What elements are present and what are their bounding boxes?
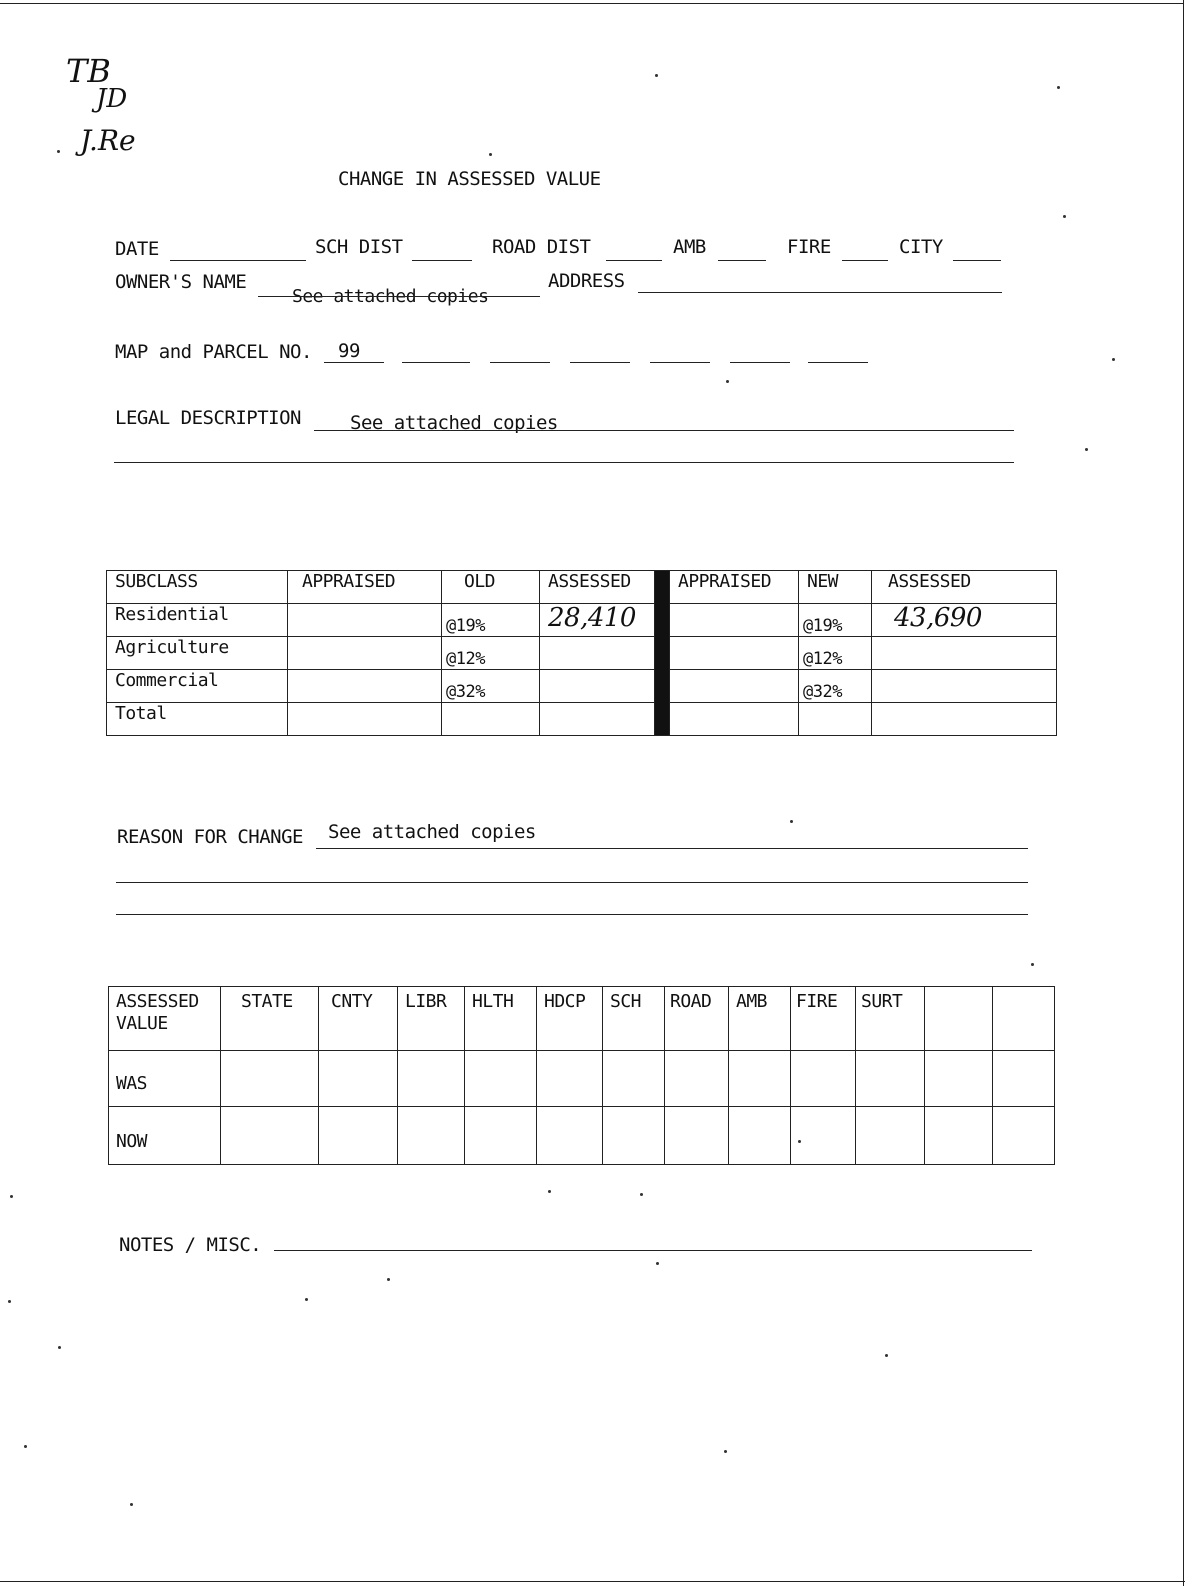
av-cell[interactable] bbox=[537, 1107, 603, 1165]
subclass-name: Total bbox=[107, 703, 288, 736]
new-appraised-cell[interactable] bbox=[670, 604, 799, 637]
scan-speck bbox=[724, 1450, 727, 1453]
header-old-assessed: ASSESSED bbox=[540, 571, 655, 604]
date-label: DATE bbox=[115, 238, 159, 260]
header-new: NEW bbox=[799, 571, 872, 604]
av-col-road: ROAD bbox=[665, 987, 729, 1051]
new-appraised-cell[interactable] bbox=[670, 703, 799, 736]
legal-description-line-2[interactable] bbox=[114, 462, 1014, 463]
page-border-bottom bbox=[0, 1581, 1185, 1582]
handwritten-initial-jre: J.Re bbox=[80, 124, 136, 157]
av-cell[interactable] bbox=[665, 1107, 729, 1165]
subclass-header-row bbox=[107, 571, 1057, 604]
subclass-name: Agriculture bbox=[107, 637, 288, 670]
av-header-assessed-value bbox=[109, 987, 221, 1051]
sch-dist-field[interactable] bbox=[412, 260, 472, 261]
old-assessed-value[interactable] bbox=[540, 637, 655, 670]
av-cell[interactable] bbox=[603, 1051, 665, 1107]
scan-speck bbox=[726, 380, 729, 383]
av-cell[interactable] bbox=[993, 1107, 1055, 1165]
av-col-hlth: HLTH bbox=[465, 987, 537, 1051]
scan-speck bbox=[798, 1140, 801, 1143]
av-header-row bbox=[109, 987, 1055, 1051]
map-parcel-field-2[interactable] bbox=[402, 362, 470, 363]
av-cell[interactable] bbox=[319, 1107, 398, 1165]
map-parcel-field-5[interactable] bbox=[650, 362, 710, 363]
notes-misc-field[interactable] bbox=[274, 1250, 1032, 1251]
scan-speck bbox=[24, 1445, 27, 1448]
scan-speck bbox=[8, 1300, 11, 1303]
map-parcel-label: MAP and PARCEL NO. bbox=[115, 341, 312, 363]
scan-speck bbox=[1085, 448, 1088, 451]
fire-label: FIRE bbox=[787, 236, 831, 258]
av-col-blank-2 bbox=[993, 987, 1055, 1051]
scan-speck bbox=[10, 1195, 13, 1198]
av-col-cnty: CNTY bbox=[319, 987, 398, 1051]
subclass-row-residential bbox=[107, 604, 1057, 637]
address-field[interactable] bbox=[638, 292, 1002, 293]
handwritten-initial-tb: TB bbox=[66, 52, 111, 90]
amb-field[interactable] bbox=[718, 260, 766, 261]
av-col-amb: AMB bbox=[729, 987, 791, 1051]
scan-speck bbox=[640, 1193, 643, 1196]
av-cell[interactable] bbox=[603, 1107, 665, 1165]
scan-speck bbox=[1031, 963, 1034, 966]
old-appraised-cell[interactable] bbox=[288, 703, 442, 736]
scan-speck bbox=[57, 150, 60, 153]
av-col-sch: SCH bbox=[603, 987, 665, 1051]
subclass-row-total bbox=[107, 703, 1057, 736]
city-label: CITY bbox=[899, 236, 943, 258]
scan-speck bbox=[58, 1346, 61, 1349]
av-row-label: WAS bbox=[109, 1051, 221, 1107]
subclass-name: Residential bbox=[107, 604, 288, 637]
reason-line-2[interactable] bbox=[116, 882, 1028, 883]
scan-speck bbox=[1112, 358, 1115, 361]
av-header-line-1: ASSESSED bbox=[116, 991, 199, 1012]
new-rate: @12% bbox=[799, 637, 872, 670]
road-dist-label: ROAD DIST bbox=[492, 236, 591, 258]
legal-description-value: See attached copies bbox=[350, 412, 558, 434]
new-appraised-cell[interactable] bbox=[670, 637, 799, 670]
legal-description-label: LEGAL DESCRIPTION bbox=[115, 407, 301, 429]
scan-speck bbox=[387, 1278, 390, 1281]
owners-name-value: See attached copies bbox=[292, 286, 489, 307]
page-border-top bbox=[0, 3, 1183, 4]
av-cell[interactable] bbox=[221, 1051, 319, 1107]
old-assessed-value[interactable]: 28,410 bbox=[540, 604, 655, 637]
av-col-surt: SURT bbox=[856, 987, 925, 1051]
header-new-appraised: APPRAISED bbox=[670, 571, 799, 604]
new-assessed-value[interactable] bbox=[872, 703, 1057, 736]
av-col-fire: FIRE bbox=[791, 987, 856, 1051]
av-col-hdcp: HDCP bbox=[537, 987, 603, 1051]
av-cell[interactable] bbox=[221, 1107, 319, 1165]
new-rate: @19% bbox=[799, 604, 872, 637]
av-cell[interactable] bbox=[465, 1107, 537, 1165]
av-cell[interactable] bbox=[537, 1051, 603, 1107]
subclass-table bbox=[106, 570, 1057, 736]
city-field[interactable] bbox=[953, 260, 1001, 261]
av-cell[interactable] bbox=[925, 1107, 993, 1165]
owners-name-strikethrough bbox=[290, 296, 508, 297]
subclass-row-commercial bbox=[107, 670, 1057, 703]
new-assessed-value[interactable]: 43,690 bbox=[872, 604, 1057, 637]
scan-speck bbox=[1057, 86, 1060, 89]
old-rate: @19% bbox=[442, 604, 540, 637]
scan-speck bbox=[305, 1298, 308, 1301]
legal-description-line-1[interactable] bbox=[314, 430, 1014, 431]
header-old: OLD bbox=[442, 571, 540, 604]
av-cell[interactable] bbox=[319, 1051, 398, 1107]
old-appraised-cell[interactable] bbox=[288, 604, 442, 637]
av-col-state: STATE bbox=[221, 987, 319, 1051]
map-parcel-field-6[interactable] bbox=[730, 362, 790, 363]
old-rate: @12% bbox=[442, 637, 540, 670]
av-cell[interactable] bbox=[856, 1051, 925, 1107]
map-parcel-field-7[interactable] bbox=[808, 362, 868, 363]
av-cell[interactable] bbox=[791, 1107, 856, 1165]
address-label: ADDRESS bbox=[548, 270, 625, 292]
scan-speck bbox=[548, 1190, 551, 1193]
scan-speck bbox=[655, 74, 658, 77]
av-cell[interactable] bbox=[993, 1051, 1055, 1107]
road-dist-field[interactable] bbox=[606, 260, 662, 261]
handwritten-initial-jd: JD bbox=[96, 84, 128, 114]
map-parcel-field-3[interactable] bbox=[490, 362, 550, 363]
divider-bar bbox=[655, 571, 670, 736]
av-row-now bbox=[109, 1107, 1055, 1165]
header-subclass: SUBCLASS bbox=[107, 571, 288, 604]
av-col-blank-1 bbox=[925, 987, 993, 1051]
old-appraised-cell[interactable] bbox=[288, 637, 442, 670]
av-cell[interactable] bbox=[465, 1051, 537, 1107]
scan-speck bbox=[130, 1503, 133, 1506]
scan-speck bbox=[489, 153, 492, 156]
reason-for-change-label: REASON FOR CHANGE bbox=[117, 826, 303, 848]
av-cell[interactable] bbox=[398, 1051, 465, 1107]
old-rate: @32% bbox=[442, 670, 540, 703]
scan-speck bbox=[656, 1262, 659, 1265]
scan-speck bbox=[1063, 215, 1066, 218]
av-col-libr: LIBR bbox=[398, 987, 465, 1051]
header-new-assessed: ASSESSED bbox=[872, 571, 1057, 604]
new-rate bbox=[799, 703, 872, 736]
reason-for-change-value: See attached copies bbox=[328, 821, 536, 843]
subclass-name: Commercial bbox=[107, 670, 288, 703]
av-cell[interactable] bbox=[398, 1107, 465, 1165]
header-old-appraised: APPRAISED bbox=[288, 571, 442, 604]
subclass-row-agriculture bbox=[107, 637, 1057, 670]
old-rate bbox=[442, 703, 540, 736]
assessed-value-table bbox=[108, 986, 1055, 1165]
scan-speck bbox=[885, 1354, 888, 1357]
av-header-line-2: VALUE bbox=[116, 1013, 168, 1034]
sch-dist-label: SCH DIST bbox=[315, 236, 403, 258]
map-parcel-value: 99 bbox=[338, 340, 360, 362]
map-parcel-field-1[interactable] bbox=[324, 362, 384, 363]
date-field[interactable] bbox=[170, 260, 306, 261]
notes-misc-label: NOTES / MISC. bbox=[119, 1234, 262, 1256]
reason-line-3[interactable] bbox=[116, 914, 1028, 915]
old-assessed-value[interactable] bbox=[540, 670, 655, 703]
av-cell[interactable] bbox=[729, 1051, 791, 1107]
av-row-was bbox=[109, 1051, 1055, 1107]
old-appraised-cell[interactable] bbox=[288, 670, 442, 703]
form-title: CHANGE IN ASSESSED VALUE bbox=[338, 168, 601, 190]
new-assessed-value[interactable] bbox=[872, 670, 1057, 703]
new-rate: @32% bbox=[799, 670, 872, 703]
av-cell[interactable] bbox=[665, 1051, 729, 1107]
scan-speck bbox=[790, 820, 793, 823]
av-cell[interactable] bbox=[925, 1051, 993, 1107]
av-cell[interactable] bbox=[791, 1051, 856, 1107]
map-parcel-field-4[interactable] bbox=[570, 362, 630, 363]
av-row-label: NOW bbox=[109, 1107, 221, 1165]
new-appraised-cell[interactable] bbox=[670, 670, 799, 703]
new-assessed-value[interactable] bbox=[872, 637, 1057, 670]
owners-name-label: OWNER'S NAME bbox=[115, 271, 247, 293]
fire-field[interactable] bbox=[842, 260, 888, 261]
av-cell[interactable] bbox=[729, 1107, 791, 1165]
old-assessed-value[interactable] bbox=[540, 703, 655, 736]
page-border-right bbox=[1183, 0, 1184, 1586]
reason-line-1[interactable] bbox=[316, 848, 1028, 849]
amb-label: AMB bbox=[673, 236, 706, 258]
av-cell[interactable] bbox=[856, 1107, 925, 1165]
